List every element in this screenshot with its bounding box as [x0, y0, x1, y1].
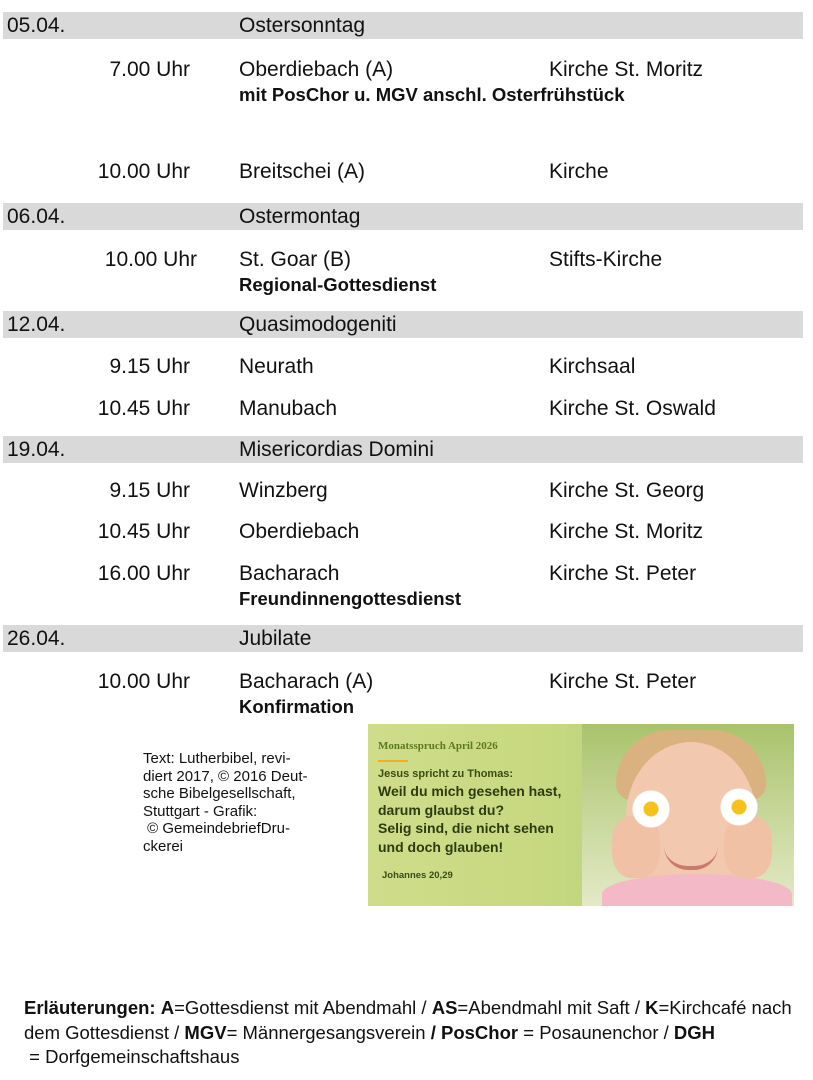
verse-card-title: Monatsspruch April 2026: [378, 740, 498, 752]
service-note: Konfirmation: [239, 696, 355, 717]
service-place: Breitschei (A): [239, 160, 366, 183]
legend-abbr: A: [160, 997, 175, 1018]
service-entry: [0, 670, 813, 730]
service-time: 9.15 Uhr: [109, 479, 190, 502]
service-entry: [0, 58, 813, 118]
service-time: 16.00 Uhr: [97, 562, 190, 585]
legend-meaning: Männergesangsverein: [242, 1021, 426, 1043]
day-date: 05.04.: [7, 14, 66, 37]
legend-abbr: DGH: [673, 1021, 716, 1043]
service-venue: Kirchsaal: [549, 355, 636, 378]
service-time: 9.15 Uhr: [109, 355, 190, 378]
service-place: Oberdiebach (A): [239, 58, 394, 81]
service-time: 7.00 Uhr: [109, 58, 190, 81]
credit-line: Text: Lutherbibel, revi-: [143, 750, 291, 767]
legend-sep: =: [658, 997, 670, 1018]
day-date: 06.04.: [7, 205, 66, 228]
service-note: Freundinnengottesdienst: [239, 588, 461, 609]
legend-sep: =: [174, 997, 185, 1018]
service-entry: [0, 248, 813, 308]
day-date: 26.04.: [7, 627, 66, 650]
verse-intro: Jesus spricht zu Thomas:: [378, 768, 514, 780]
verse-line: Selig sind, die nicht sehen: [378, 820, 554, 836]
shirt-shape: [602, 874, 792, 906]
credit-line: Stuttgart - Grafik:: [143, 802, 258, 820]
service-note: Regional-Gottesdienst: [239, 274, 437, 295]
service-venue: Kirche St. Georg: [549, 479, 705, 502]
service-place: Manubach: [239, 397, 338, 420]
service-time: 10.45 Uhr: [97, 397, 190, 420]
service-place: Bacharach: [239, 562, 340, 585]
verse-text: [378, 782, 561, 856]
day-date: 12.04.: [7, 313, 66, 336]
legend-meaning: Dorfgemeinschaftshaus: [45, 1046, 240, 1067]
service-place: Neurath: [239, 355, 314, 378]
legend-meaning: Kirchcafé nach dem Gottesdienst: [24, 997, 792, 1043]
day-header: [3, 311, 803, 338]
service-entry: [0, 562, 813, 622]
legend-sep: =: [226, 1021, 243, 1043]
right-hand-shape: [724, 816, 772, 878]
day-date: 19.04.: [7, 438, 66, 461]
legend-abbr: MGV: [184, 1021, 227, 1043]
legend-meaning: Gottesdienst mit Abendmahl: [184, 997, 417, 1018]
service-place: Winzberg: [239, 479, 328, 502]
legend-abbr: PosChor: [441, 1021, 519, 1043]
service-time: 10.00 Uhr: [104, 248, 197, 271]
girl-with-daisies-photo: [582, 724, 794, 906]
legend-sep: =: [457, 997, 469, 1018]
service-note: mit PosChor u. MGV anschl. Osterfrühstück: [239, 84, 625, 105]
service-venue: Kirche St. Moritz: [549, 58, 704, 81]
day-header: [3, 625, 803, 652]
verse-line: Weil du mich gesehen hast,: [378, 783, 562, 799]
credit-line: ckerei: [143, 837, 184, 855]
monthly-verse-card: [368, 724, 794, 906]
day-header: [3, 12, 803, 39]
legend-abbr: K: [645, 997, 659, 1018]
day-name: Jubilate: [239, 627, 312, 650]
legend-abbr: AS: [431, 997, 458, 1018]
verse-line: und doch glauben!: [378, 838, 504, 855]
service-venue: Kirche St. Peter: [549, 670, 697, 693]
service-place: Bacharach (A): [239, 670, 374, 693]
legend-meaning: Abendmahl mit Saft: [468, 997, 630, 1018]
service-venue: Kirche: [549, 160, 609, 183]
verse-reference: Johannes 20,29: [382, 870, 453, 881]
service-venue: Kirche St. Moritz: [549, 520, 704, 543]
legend-sep: =: [24, 1046, 46, 1067]
day-name: Ostermontag: [239, 205, 361, 228]
service-venue: Stifts-Kirche: [549, 248, 663, 271]
credit-line: sche Bibelgesellschaft,: [143, 785, 296, 802]
legend-sep: =: [518, 1021, 540, 1043]
service-entry: [0, 397, 813, 457]
legend-label: Erläuterungen:: [24, 997, 156, 1018]
day-name: Misericordias Domini: [239, 438, 434, 461]
service-entry: [0, 160, 813, 220]
service-place: Oberdiebach: [239, 520, 360, 543]
credit-line: diert 2017, © 2016 Deut-: [143, 767, 308, 785]
verse-card-divider: [378, 760, 408, 762]
service-venue: Kirche St. Oswald: [549, 397, 716, 420]
daisy-icon: [632, 790, 670, 828]
image-credit: [143, 750, 348, 855]
service-venue: Kirche St. Peter: [549, 562, 697, 585]
credit-line: © GemeindebriefDru-: [143, 820, 290, 837]
service-time: 10.00 Uhr: [97, 160, 190, 183]
service-time: 10.00 Uhr: [97, 670, 190, 693]
legend-meaning: Posaunenchor: [539, 1021, 659, 1043]
daisy-icon: [720, 788, 758, 826]
service-time: 10.45 Uhr: [97, 520, 190, 543]
abbreviation-legend: Erläuterungen: A=Gottesdienst mit Abendmahl / AS=Abendmahl mit Saft / K=Kirchcafé nach dem Gottesdienst / MGV= Männergesangsverein / PosChor = Posaunenchor / DGH = Dorfgemeinschaftshaus: [24, 997, 792, 1067]
service-place: St. Goar (B): [239, 248, 352, 271]
day-name: Quasimodogeniti: [239, 313, 397, 336]
day-name: Ostersonntag: [239, 14, 366, 37]
verse-line: darum glaubst du?: [378, 801, 504, 818]
